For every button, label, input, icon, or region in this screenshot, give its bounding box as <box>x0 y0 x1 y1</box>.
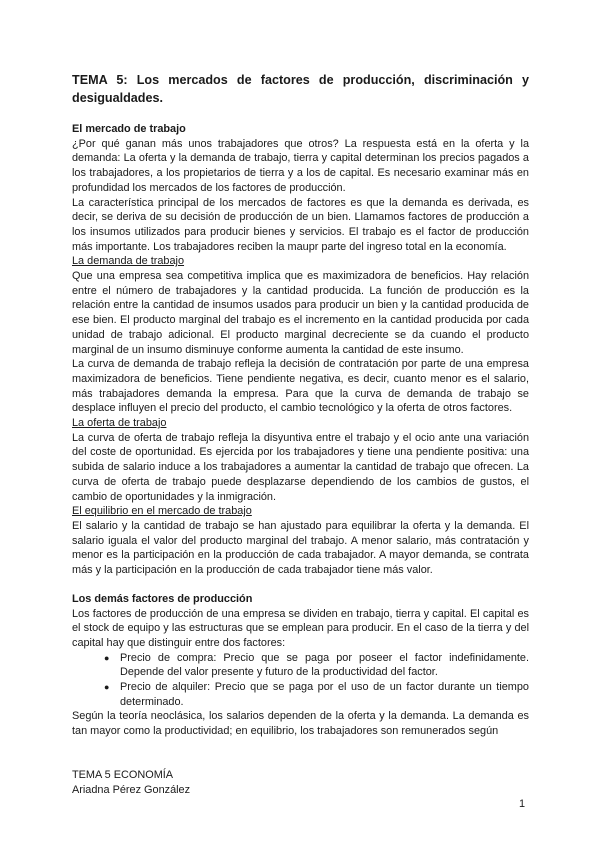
paragraph: ¿Por qué ganan más unos trabajadores que otros? La respuesta está en la oferta y la demanda: La oferta y la demanda de trabajo, tierra y capital determinan los precios pagados a los trabajadores, a los propietarios de tierra y a los de capital. Es necesario examinar más en profundidad los mercados de los factores de producción. <box>72 137 529 194</box>
subheading-oferta-trabajo: La oferta de trabajo <box>72 417 167 430</box>
paragraph: Que una empresa sea competitiva implica que es maximizadora de beneficios. Hay relación entre el número de trabajadores y la cantidad producida. La función de producción es la relación entre la cantidad de insumos usados para producir un bien y la cantidad producida de ese bien. El producto marginal del trabajo es el incremento en la cantidad producida por cada unidad de trabajo adicional. El producto marginal decreciente se da cuando el producto marginal de un insumo disminuye conforme aumenta la cantidad de este insumo. <box>72 270 529 356</box>
paragraph: La curva de demanda de trabajo refleja la decisión de contratación por parte de una empresa maximizadora de beneficios. Tiene pendiente negativa, es decir, cuanto menor es el salario, más trabajadores demanda la empresa. Para que la curva de demanda de trabajo se desplace influyen el precio del producto, el cambio tecnológico y la oferta de otros factores. <box>72 358 529 415</box>
document-body <box>72 71 529 739</box>
paragraph: El salario y la cantidad de trabajo se han ajustado para equilibrar la oferta y la demanda. El salario iguala el valor del producto marginal del trabajo. A menor salario, más contratación y menor es la participación en la producción de cada trabajador. A mayor demanda, se contrata más y la participación en la producción de cada trabajador tiene más valor. <box>72 519 529 577</box>
document-title: TEMA 5: Los mercados de factores de producción, discriminación y desigualdades. <box>72 73 529 105</box>
section-heading-demas-factores: Los demás factores de producción <box>72 592 253 605</box>
section-heading-mercado-trabajo: El mercado de trabajo <box>72 123 186 135</box>
spacer <box>72 578 529 592</box>
bullet-list <box>72 651 529 710</box>
paragraph: La curva de oferta de trabajo refleja la disyuntiva entre el trabajo y el ocio ante una variación del coste de oportunidad. Es ejercida por los trabajadores y tiene una pendiente positiva: una subida de salario induce a los trabajadores a aumentar la cantidad de trabajo que ofrecen. La curva de oferta de trabajo puede desplazarse dependiendo de los cambios de gustos, el cambio de oportunidades y la inmigración. <box>72 431 529 503</box>
list-item: ● Precio de compra: Precio que se paga por poseer el factor indefinidamente. Depende del valor presente y futuro de la productividad del factor. <box>104 651 529 680</box>
list-item: ● Precio de alquiler: Precio que se paga por el uso de un factor durante un tiempo determinado. <box>104 680 529 709</box>
subheading-equilibrio: El equilibrio en el mercado de trabajo <box>72 505 252 518</box>
paragraph: Según la teoría neoclásica, los salarios dependen de la oferta y la demanda. La demanda es tan mayor como la productividad; en equilibrio, los trabajadores son remunerados según <box>72 710 529 738</box>
paragraph: La característica principal de los mercados de factores es que la demanda es derivada, es decir, se deriva de su decisión de producción de un bien. Llamamos factores de producción a los insumos utilizados para producir bienes y servicios. El trabajo es el factor de producción más importante. Los trabajadores reciben la maupr parte del ingreso total en la economía. <box>72 196 529 253</box>
footer-course: TEMA 5 ECONOMÍA <box>72 769 174 781</box>
page-footer <box>72 768 529 797</box>
footer-author: Ariadna Pérez González <box>72 783 191 796</box>
subheading-demanda-trabajo: La demanda de trabajo <box>72 255 185 268</box>
paragraph: Los factores de producción de una empresa se dividen en trabajo, tierra y capital. El capital es el stock de equipo y las estructuras que se emplean para producir. En el caso de la tierra y del capital hay que distinguir entre dos factores: <box>72 607 529 649</box>
page-number: 1 <box>519 798 526 810</box>
